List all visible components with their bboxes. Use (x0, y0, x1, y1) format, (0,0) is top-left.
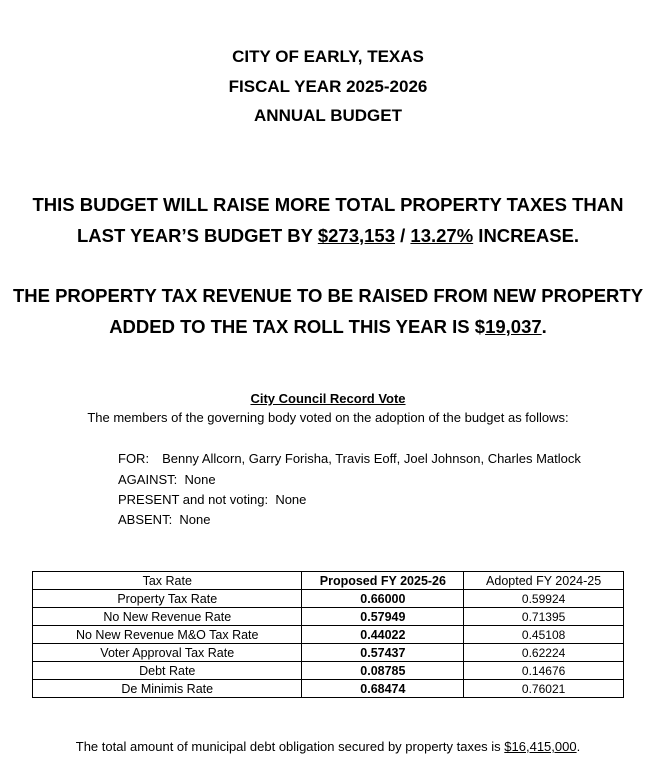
tax-increase-statement-line1: THIS BUDGET WILL RAISE MORE TOTAL PROPERTY TAXES THAN (32, 194, 624, 215)
rate-name: De Minimis Rate (33, 680, 302, 698)
table-row (33, 662, 624, 680)
rate-name: Property Tax Rate (33, 590, 302, 608)
table-row (33, 626, 624, 644)
vote-absent-names: None (179, 512, 211, 527)
table-row (33, 680, 624, 698)
rate-adopted: 0.59924 (464, 590, 624, 608)
tax-increase-statement-line2 (0, 225, 656, 247)
table-row (33, 590, 624, 608)
new-property-statement-line1: THE PROPERTY TAX REVENUE TO BE RAISED FROM NEW PROPERTY (12, 285, 644, 306)
vote-for-label: FOR: (118, 451, 150, 466)
new-property-prefix: ADDED TO THE TAX ROLL THIS YEAR IS $ (109, 316, 486, 337)
debt-obligation-text: The total amount of municipal debt obligation secured by property taxes is (75, 739, 505, 754)
vote-present-label: PRESENT and not voting: (118, 492, 269, 507)
new-property-statement-line2 (0, 316, 656, 338)
rate-name: Voter Approval Tax Rate (33, 644, 302, 662)
rate-proposed: 0.66000 (302, 590, 464, 608)
rate-proposed: 0.57949 (302, 608, 464, 626)
table-row (33, 644, 624, 662)
new-property-suffix: . (541, 316, 547, 337)
rate-adopted: 0.71395 (464, 608, 624, 626)
record-vote-heading (0, 391, 656, 406)
rate-proposed: 0.68474 (302, 680, 464, 698)
vote-for-line (118, 451, 581, 466)
vote-for-names: Benny Allcorn, Garry Forisha, Travis Eoff, Joel Johnson, Charles Matlock (162, 451, 581, 466)
tax-increase-percent: 13.27% (410, 225, 474, 246)
vote-against-label: AGAINST: (118, 472, 178, 487)
tax-increase-prefix: LAST YEAR’S BUDGET BY (76, 225, 318, 246)
tax-increase-suffix: INCREASE. (473, 225, 580, 246)
rate-adopted: 0.14676 (464, 662, 624, 680)
rate-proposed: 0.08785 (302, 662, 464, 680)
vote-absent-label: ABSENT: (118, 512, 173, 527)
record-vote-intro: The members of the governing body voted on the adoption of the budget as follows: (87, 410, 569, 425)
vote-absent-line (118, 512, 211, 527)
vote-present-line (118, 492, 306, 507)
tax-increase-amount: $273,153 (317, 225, 395, 246)
debt-obligation-suffix: . (576, 739, 581, 754)
header-proposed: Proposed FY 2025-26 (302, 572, 464, 590)
tax-increase-separator: / (395, 225, 411, 246)
debt-obligation-amount: $16,415,000 (504, 739, 577, 754)
vote-against-names: None (184, 472, 216, 487)
rate-adopted: 0.45108 (464, 626, 624, 644)
header-adopted: Adopted FY 2024-25 (464, 572, 624, 590)
tax-rates-table (32, 571, 624, 698)
vote-against-line (118, 472, 216, 487)
record-vote-heading-text: City Council Record Vote (250, 391, 406, 406)
rate-proposed: 0.57437 (302, 644, 464, 662)
rate-name: Debt Rate (33, 662, 302, 680)
new-property-amount: 19,037 (485, 316, 542, 337)
vote-present-names: None (275, 492, 307, 507)
city-title: CITY OF EARLY, TEXAS (232, 47, 424, 66)
rate-name: No New Revenue M&O Tax Rate (33, 626, 302, 644)
header-tax-rate: Tax Rate (33, 572, 302, 590)
fiscal-year-title: FISCAL YEAR 2025-2026 (228, 77, 428, 96)
debt-obligation-statement (0, 739, 656, 754)
rate-proposed: 0.44022 (302, 626, 464, 644)
tax-rates-header-row (33, 572, 624, 590)
rate-adopted: 0.76021 (464, 680, 624, 698)
table-row (33, 608, 624, 626)
annual-budget-title: ANNUAL BUDGET (254, 106, 402, 125)
rate-name: No New Revenue Rate (33, 608, 302, 626)
rate-adopted: 0.62224 (464, 644, 624, 662)
